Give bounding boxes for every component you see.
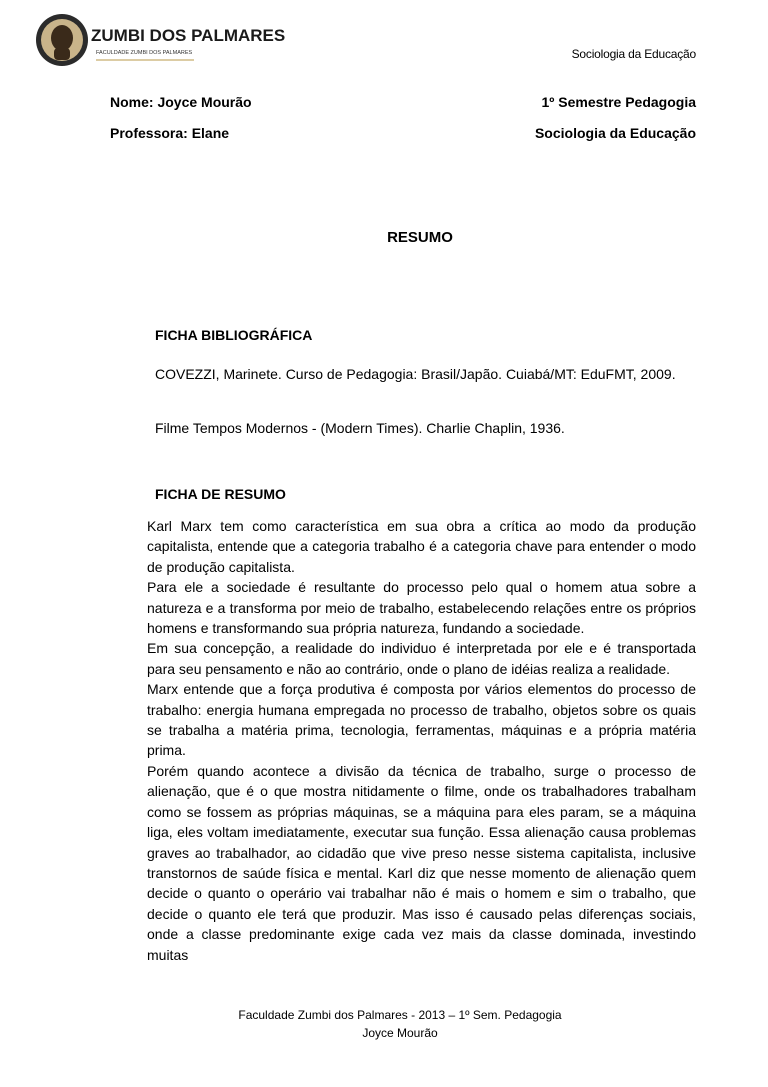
page-footer <box>180 1006 620 1042</box>
course-label: Sociologia da Educação <box>534 125 696 141</box>
semester-label: 1º Semestre Pedagogia <box>541 94 696 110</box>
summary-heading: FICHA DE RESUMO <box>155 486 286 502</box>
logo-wordmark: ZUMBI DOS PALMARES <box>91 26 286 45</box>
footer-line-1: Faculdade Zumbi dos Palmares - 2013 – 1º Sem. Pedagogia <box>238 1008 562 1022</box>
biblio-heading: FICHA BIBLIOGRÁFICA <box>155 327 313 343</box>
summary-paragraph: Marx entende que a força produtiva é composta por vários elementos do processo de trabalho: energia humana empregada no processo de trabalho, objetos sobre os quais se trabalha a matéria prima, tecnologia, ferramentas, máquinas e a própria matéria prima. <box>147 681 696 759</box>
meta-row-2 <box>110 125 696 141</box>
meta-row-1 <box>110 94 696 110</box>
logo-subtext: FACULDADE ZUMBI DOS PALMARES <box>96 50 193 56</box>
biblio-entry-film: Filme Tempos Modernos - (Modern Times). Charlie Chaplin, 1936. <box>155 420 565 436</box>
footer-line-2: Joyce Mourão <box>362 1026 438 1040</box>
biblio-entry-book: COVEZZI, Marinete. Curso de Pedagogia: Brasil/Japão. Cuiabá/MT: EduFMT, 2009. <box>155 366 676 382</box>
page-title: RESUMO <box>387 229 453 246</box>
summary-paragraph: Para ele a sociedade é resultante do processo pelo qual o homem atua sobre a natureza e a transforma por meio de trabalho, estabelecendo relações entre os próprios homens e transformando sua própria natureza, fundando a sociedade. <box>147 579 696 637</box>
running-header: Sociologia da Educação <box>571 47 696 61</box>
summary-paragraph: Karl Marx tem como característica em sua obra a crítica ao modo da produção capitalista, entende que a categoria trabalho é a categoria chave para entender o modo de produção capitalista. <box>147 518 696 575</box>
summary-paragraph: Porém quando acontece a divisão da técnica de trabalho, surge o processo de alienação, que é o que mostra nitidamente o filme, onde os trabalhadores trabalham como se fossem as próprias máquinas, se a máquina para eles param, se a máquina liga, eles voltam imediatamente, executar sua função. Essa alienação causa problemas graves ao trabalhador, ao cidadão que vive preso nesse sistema capitalista, inclusive transtornos de saúde física e mental. Karl diz que nesse momento de alienação quem decide o quanto o operário vai trabalhar não é mais o homem e sim o trabalho, que decide o quanto ele terá que produzir. Mas isso é causado pelas diferenças sociais, onde a classe predominante exige cada vez mais da classe dominada, investindo muitas <box>147 762 696 963</box>
institution-logo <box>34 12 286 68</box>
summary-paragraph: Em sua concepção, a realidade do individuo é interpretada por ele e é transportada para seu pensamento e não ao contrário, onde o plano de idéias realiza a realidade. <box>147 640 696 677</box>
student-name: Nome: Joyce Mourão <box>110 94 252 110</box>
professor-name: Professora: Elane <box>110 125 230 141</box>
summary-body <box>147 516 696 965</box>
